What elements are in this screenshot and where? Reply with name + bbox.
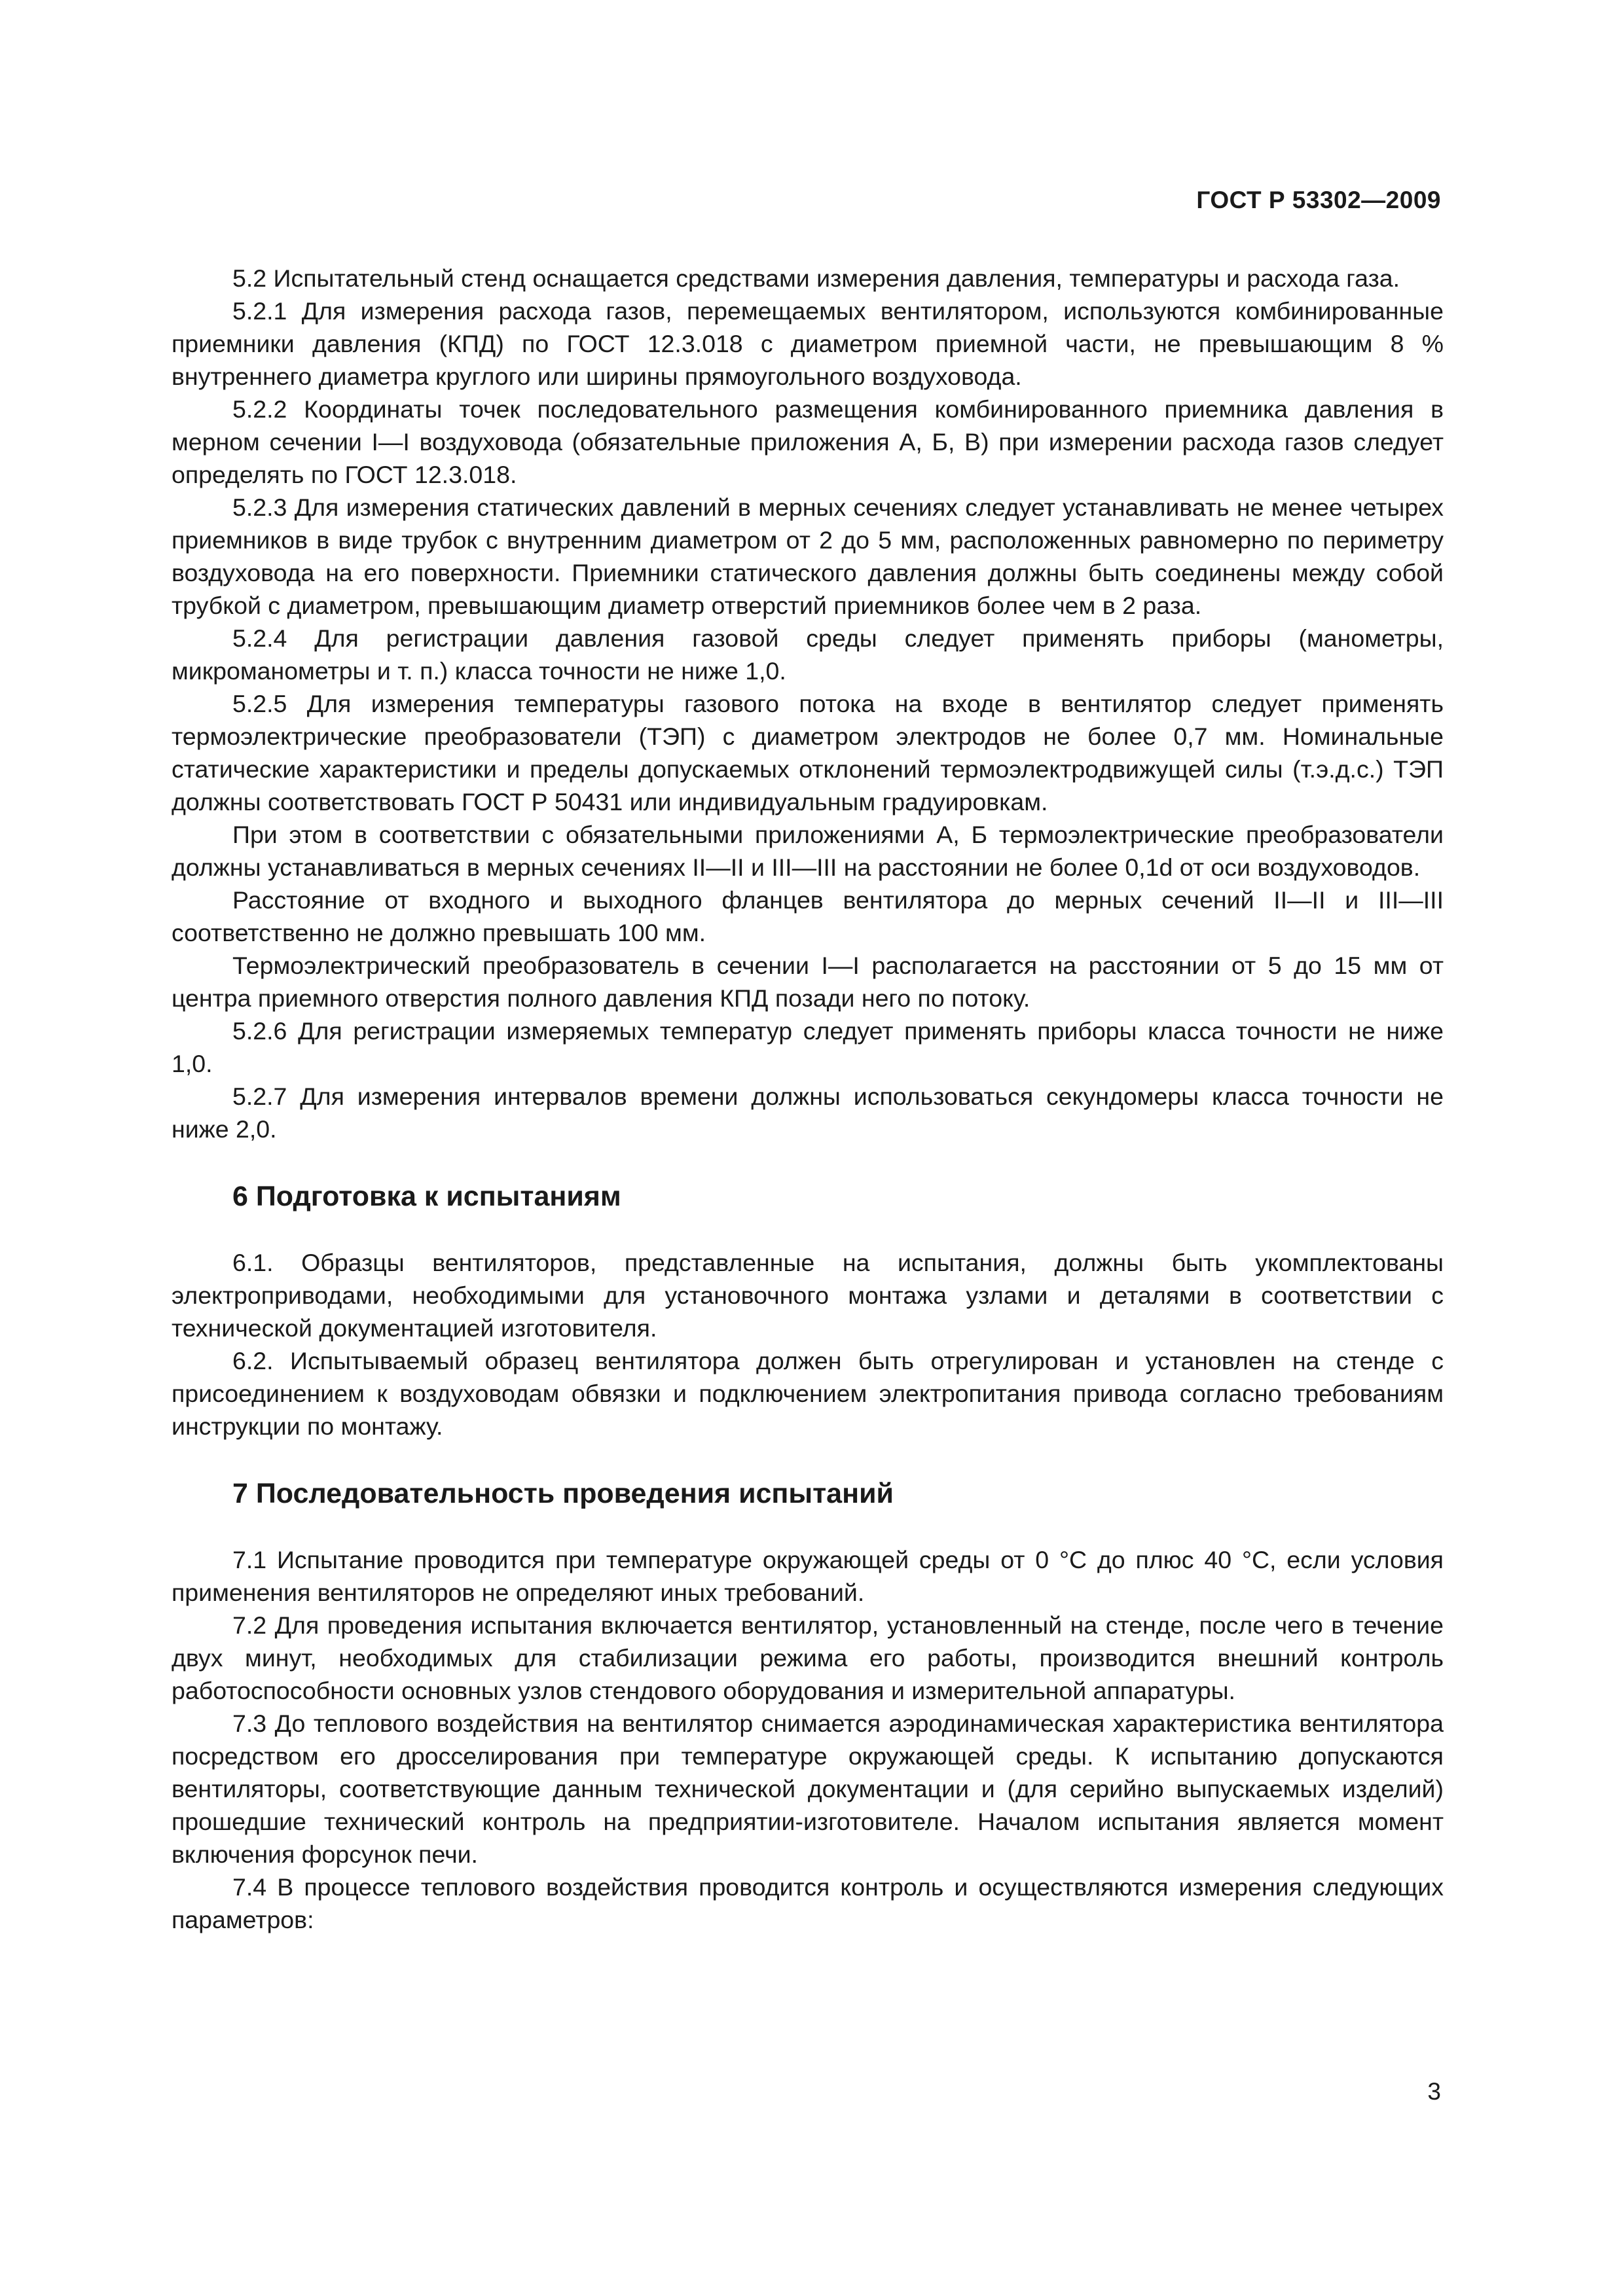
paragraph-7-3: 7.3 До теплового воздействия на вентилятор снимается аэродинамическая характеристика вентилятора посредством его дросселирования при температуре окружающей среды. К испытанию допускаются вентиляторы, соответствующие данным технической документации и (для серийно выпускаемых изделий) прошедшие технический контроль на предприятии-изготовителе. Началом испытания является момент включения форсунок печи. xyxy=(172,1710,1444,1868)
document-body xyxy=(172,262,1444,1936)
paragraph-6-2: 6.2. Испытываемый образец вентилятора должен быть отрегулирован и установлен на стенде с присоединением к воздуховодам обвязки и подключением электропитания привода согласно требованиям инструкции по монтажу. xyxy=(172,1347,1444,1440)
paragraph-5-2-5: 5.2.5 Для измерения температуры газового потока на входе в вентилятор следует применять термоэлектрические преобразователи (ТЭП) с диаметром электродов не более 0,7 мм. Номинальные статические характеристики и пределы допускаемых отклонений термоэлектродвижущей силы (т.э.д.с.) ТЭП должны соответствовать ГОСТ Р 50431 или индивидуальным градуировкам. xyxy=(172,690,1444,816)
paragraph-5-2: 5.2 Испытательный стенд оснащается средствами измерения давления, температуры и расхода газа. xyxy=(232,264,1400,292)
paragraph-5-2-6: 5.2.6 Для регистрации измеряемых температур следует применять приборы класса точности не ниже 1,0. xyxy=(172,1017,1444,1077)
document-header-standard-id: ГОСТ Р 53302—2009 xyxy=(1196,187,1441,213)
paragraph-thermocouple-placement: При этом в соответствии с обязательными приложениями А, Б термоэлектрические преобразователи должны устанавливаться в мерных сечениях II—II и III—III на расстоянии не более 0,1d от оси воздуховодов. xyxy=(172,821,1444,881)
section-heading-7: 7 Последовательность проведения испытаний xyxy=(232,1478,894,1509)
paragraph-7-1: 7.1 Испытание проводится при температуре окружающей среды от 0 °С до плюс 40 °С, если условия применения вентиляторов не определяют иных требований. xyxy=(172,1546,1444,1606)
paragraph-5-2-7: 5.2.7 Для измерения интервалов времени должны использоваться секундомеры класса точности не ниже 2,0. xyxy=(172,1083,1444,1143)
paragraph-7-2: 7.2 Для проведения испытания включается вентилятор, установленный на стенде, после чего в течение двух минут, необходимых для стабилизации режима его работы, производится внешний контроль работоспособности основных узлов стендового оборудования и измерительной аппаратуры. xyxy=(172,1611,1444,1704)
paragraph-flange-distance: Расстояние от входного и выходного фланцев вентилятора до мерных сечений II—II и III—III соответственно не должно превышать 100 мм. xyxy=(172,886,1444,946)
paragraph-5-2-4: 5.2.4 Для регистрации давления газовой среды следует применять приборы (манометры, микроманометры и т. п.) класса точности не ниже 1,0. xyxy=(172,624,1444,685)
page-number: 3 xyxy=(1427,2078,1441,2105)
paragraph-5-2-2: 5.2.2 Координаты точек последовательного размещения комбинированного приемника давления в мерном сечении I—I воздуховода (обязательные приложения А, Б, В) при измерении расхода газов следует определять по ГОСТ 12.3.018. xyxy=(172,395,1444,488)
paragraph-section-one-thermocouple: Термоэлектрический преобразователь в сечении I—I располагается на расстоянии от 5 до 15 мм от центра приемного отверстия полного давления КПД позади него по потоку. xyxy=(172,952,1444,1012)
paragraph-5-2-3: 5.2.3 Для измерения статических давлений в мерных сечениях следует устанавливать не менее четырех приемников в виде трубок с внутренним диаметром от 2 до 5 мм, расположенных равномерно по периметру воздуховода на его поверхности. Приемники статического давления должны быть соединены между собой трубкой с диаметром, превышающим диаметр отверстий приемников более чем в 2 раза. xyxy=(172,493,1444,619)
paragraph-5-2-1: 5.2.1 Для измерения расхода газов, перемещаемых вентилятором, используются комбинированные приемники давления (КПД) по ГОСТ 12.3.018 с диаметром приемной части, не превышающим 8 % внутреннего диаметра круглого или ширины прямоугольного воздуховода. xyxy=(172,297,1444,390)
paragraph-6-1: 6.1. Образцы вентиляторов, представленные на испытания, должны быть укомплектованы электроприводами, необходимыми для установочного монтажа узлами и деталями в соответствии с технической документацией изготовителя. xyxy=(172,1249,1444,1342)
section-heading-6: 6 Подготовка к испытаниям xyxy=(232,1181,621,1212)
paragraph-7-4: 7.4 В процессе теплового воздействия проводится контроль и осуществляются измерения следующих параметров: xyxy=(172,1873,1444,1933)
